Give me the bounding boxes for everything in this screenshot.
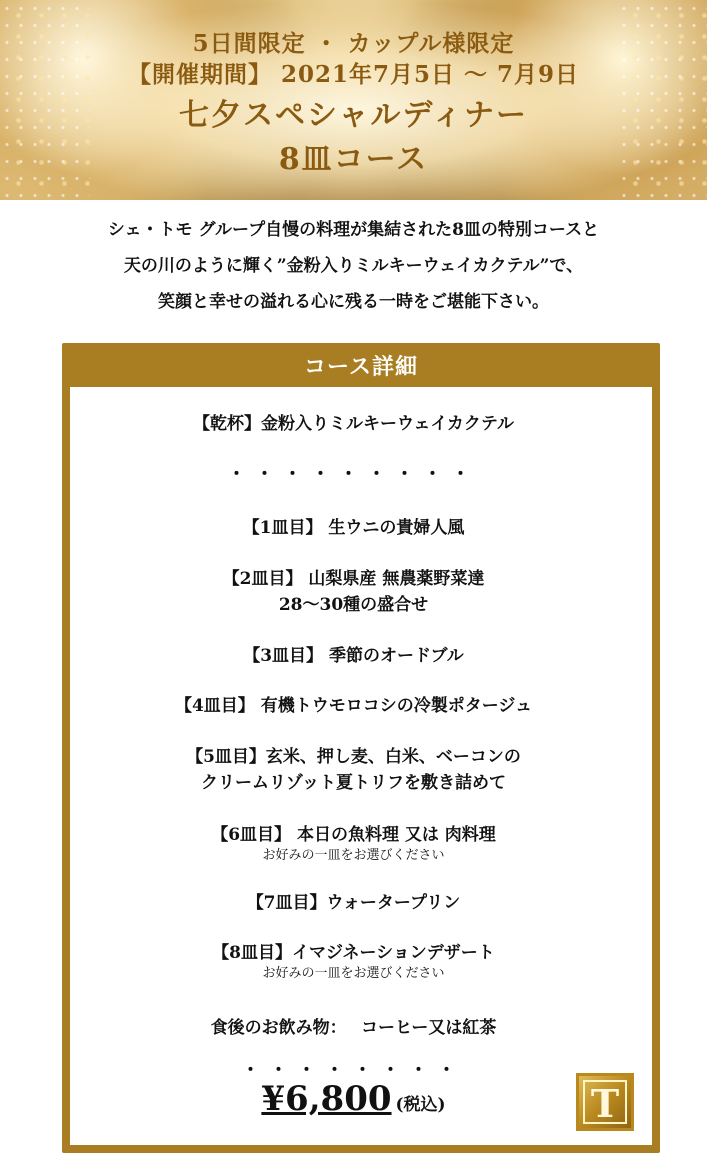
course-item-3: 【3皿目】 季節のオードブル xyxy=(243,646,464,666)
course-item-5-line1: 【5皿目】玄米、押し麦、白米、ベーコンの xyxy=(186,747,521,767)
intro-line: 笑顔と幸せの溢れる心に残る一時をご堪能下さい。 xyxy=(158,292,549,312)
page-title: 七夕スペシャルディナー xyxy=(179,98,528,133)
limited-offer-text: 5日間限定 ・ カップル様限定 xyxy=(192,30,515,57)
course-item-2 xyxy=(0,566,707,618)
intro-text xyxy=(0,212,707,320)
course-item-5-line2: クリームリゾット夏トリフを敷き詰めて xyxy=(201,773,506,793)
page-subtitle: 8皿コース xyxy=(278,142,429,177)
intro-line: シェ・トモ グループ自慢の料理が集結された8皿の特別コースと xyxy=(107,220,600,240)
course-item-4: 【4皿目】 有機トウモロコシの冷製ポタージュ xyxy=(174,696,533,716)
course-item-8 xyxy=(0,940,707,982)
course-item-6 xyxy=(0,822,707,864)
panel-header: コース詳細 xyxy=(304,354,418,380)
course-item-2-line2: 28〜30種の盛合せ xyxy=(278,595,429,615)
brand-logo-letter: T xyxy=(583,1080,627,1124)
brand-logo-icon xyxy=(576,1073,634,1131)
course-item-5 xyxy=(0,744,707,796)
course-item-2-line1: 【2皿目】 山梨県産 無農薬野菜達 xyxy=(222,569,485,589)
course-item-6-note: お好みの一皿をお選びください xyxy=(262,848,445,863)
course-item-8-note: お好みの一皿をお選びください xyxy=(262,966,445,981)
banner-text xyxy=(0,28,707,182)
drinks-item: 食後のお飲み物： コーヒー又は紅茶 xyxy=(210,1018,497,1038)
event-period-text: 【開催期間】 2021年7月5日 〜 7月9日 xyxy=(127,61,580,88)
intro-line: 天の川のように輝く”金粉入りミルキーウェイカクテル”で、 xyxy=(123,256,584,276)
price-value: ¥6,800 xyxy=(261,1079,392,1119)
course-item-8-label: 【8皿目】イマジネーションデザート xyxy=(212,943,495,963)
hero-banner xyxy=(0,0,707,200)
course-item-6-label: 【6皿目】 本日の魚料理 又は 肉料理 xyxy=(211,825,496,845)
divider-dots-bottom: ・・・・・・・・ xyxy=(241,1060,466,1081)
course-item-1: 【1皿目】 生ウニの貴婦人風 xyxy=(242,518,465,538)
course-item-7: 【7皿目】ウォータープリン xyxy=(246,893,461,913)
price-tax-label: (税込) xyxy=(395,1095,446,1115)
divider-dots: ・・・・・・・・・ xyxy=(227,464,480,485)
toast-item: 【乾杯】金粉入りミルキーウェイカクテル xyxy=(193,414,514,434)
